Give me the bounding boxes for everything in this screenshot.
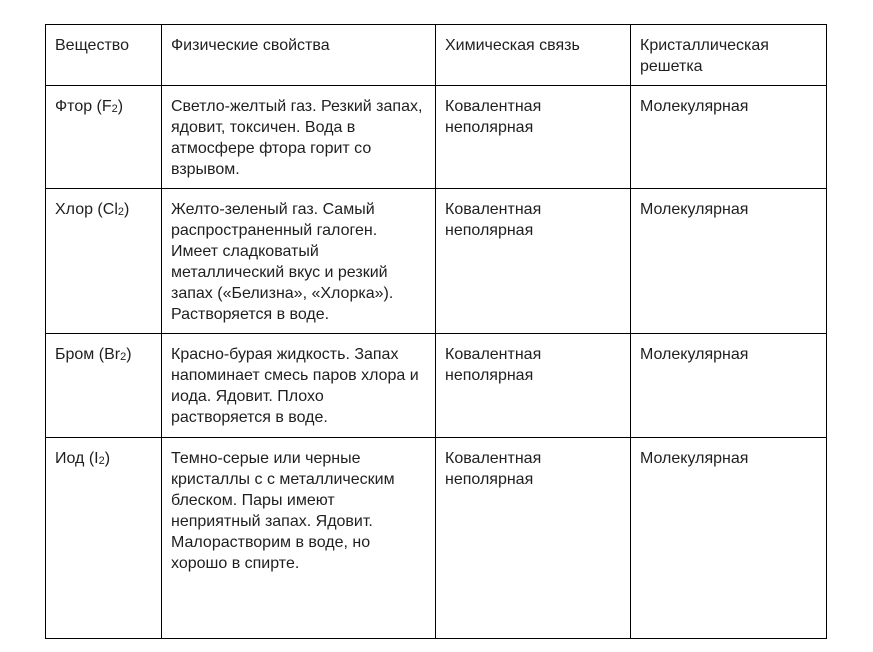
substance-name: Хлор (Cl xyxy=(55,201,118,218)
substance-close-paren: ) xyxy=(117,98,124,115)
physical-properties-cell: Желто-зеленый газ. Самый распространенный галоген. Имеет сладковатый металлический вкус и резкий запах («Белизна», «Хлорка»). Растворяется в воде. xyxy=(162,189,436,334)
chemical-bond-cell: Ковалентная неполярная xyxy=(436,334,631,438)
crystal-lattice-cell: Молекулярная xyxy=(631,189,827,334)
table-row xyxy=(46,189,827,334)
chemical-bond-cell: Ковалентная неполярная xyxy=(436,438,631,639)
physical-properties-cell: Красно-бурая жидкость. Запах напоминает смесь паров хлора и иода. Ядовит. Плохо растворяется в воде. xyxy=(162,334,436,438)
formula-subscript: 2 xyxy=(98,455,105,467)
formula-subscript: 2 xyxy=(120,351,127,363)
formula-subscript: 2 xyxy=(117,206,124,218)
table-row xyxy=(46,86,827,189)
crystal-lattice-cell: Молекулярная xyxy=(631,86,827,189)
physical-properties-cell: Светло-желтый газ. Резкий запах, ядовит, токсичен. Вода в атмосфере фтора горит со взрывом. xyxy=(162,86,436,189)
physical-properties-cell: Темно-серые или черные кристаллы с с металлическим блеском. Пары имеют неприятный запах. Ядовит. Малорастворим в воде, но хорошо в спирте. xyxy=(162,438,436,639)
header-crystal-lattice: Кристаллическая решетка xyxy=(631,25,827,86)
header-chemical-bond: Химическая связь xyxy=(436,25,631,86)
chemical-bond-cell: Ковалентная неполярная xyxy=(436,189,631,334)
crystal-lattice-cell: Молекулярная xyxy=(631,334,827,438)
substance-close-paren: ) xyxy=(124,201,130,218)
substance-close-paren: ) xyxy=(126,346,132,363)
substance-name: Фтор (F xyxy=(55,98,112,115)
table-row xyxy=(46,334,827,438)
table-row xyxy=(46,438,827,639)
substance-close-paren: ) xyxy=(104,450,111,467)
crystal-lattice-cell: Молекулярная xyxy=(631,438,827,639)
formula-subscript: 2 xyxy=(111,103,118,115)
substance-name: Иод (I xyxy=(55,450,99,467)
substance-cell xyxy=(46,86,162,189)
substance-cell xyxy=(46,438,162,639)
header-substance: Вещество xyxy=(46,25,162,86)
table-header-row xyxy=(46,25,827,86)
halogen-properties-table xyxy=(45,24,827,639)
substance-cell xyxy=(46,189,162,334)
chemical-bond-cell: Ковалентная неполярная xyxy=(436,86,631,189)
substance-cell xyxy=(46,334,162,438)
header-physical-properties: Физические свойства xyxy=(162,25,436,86)
substance-name: Бром (Br xyxy=(55,346,121,363)
